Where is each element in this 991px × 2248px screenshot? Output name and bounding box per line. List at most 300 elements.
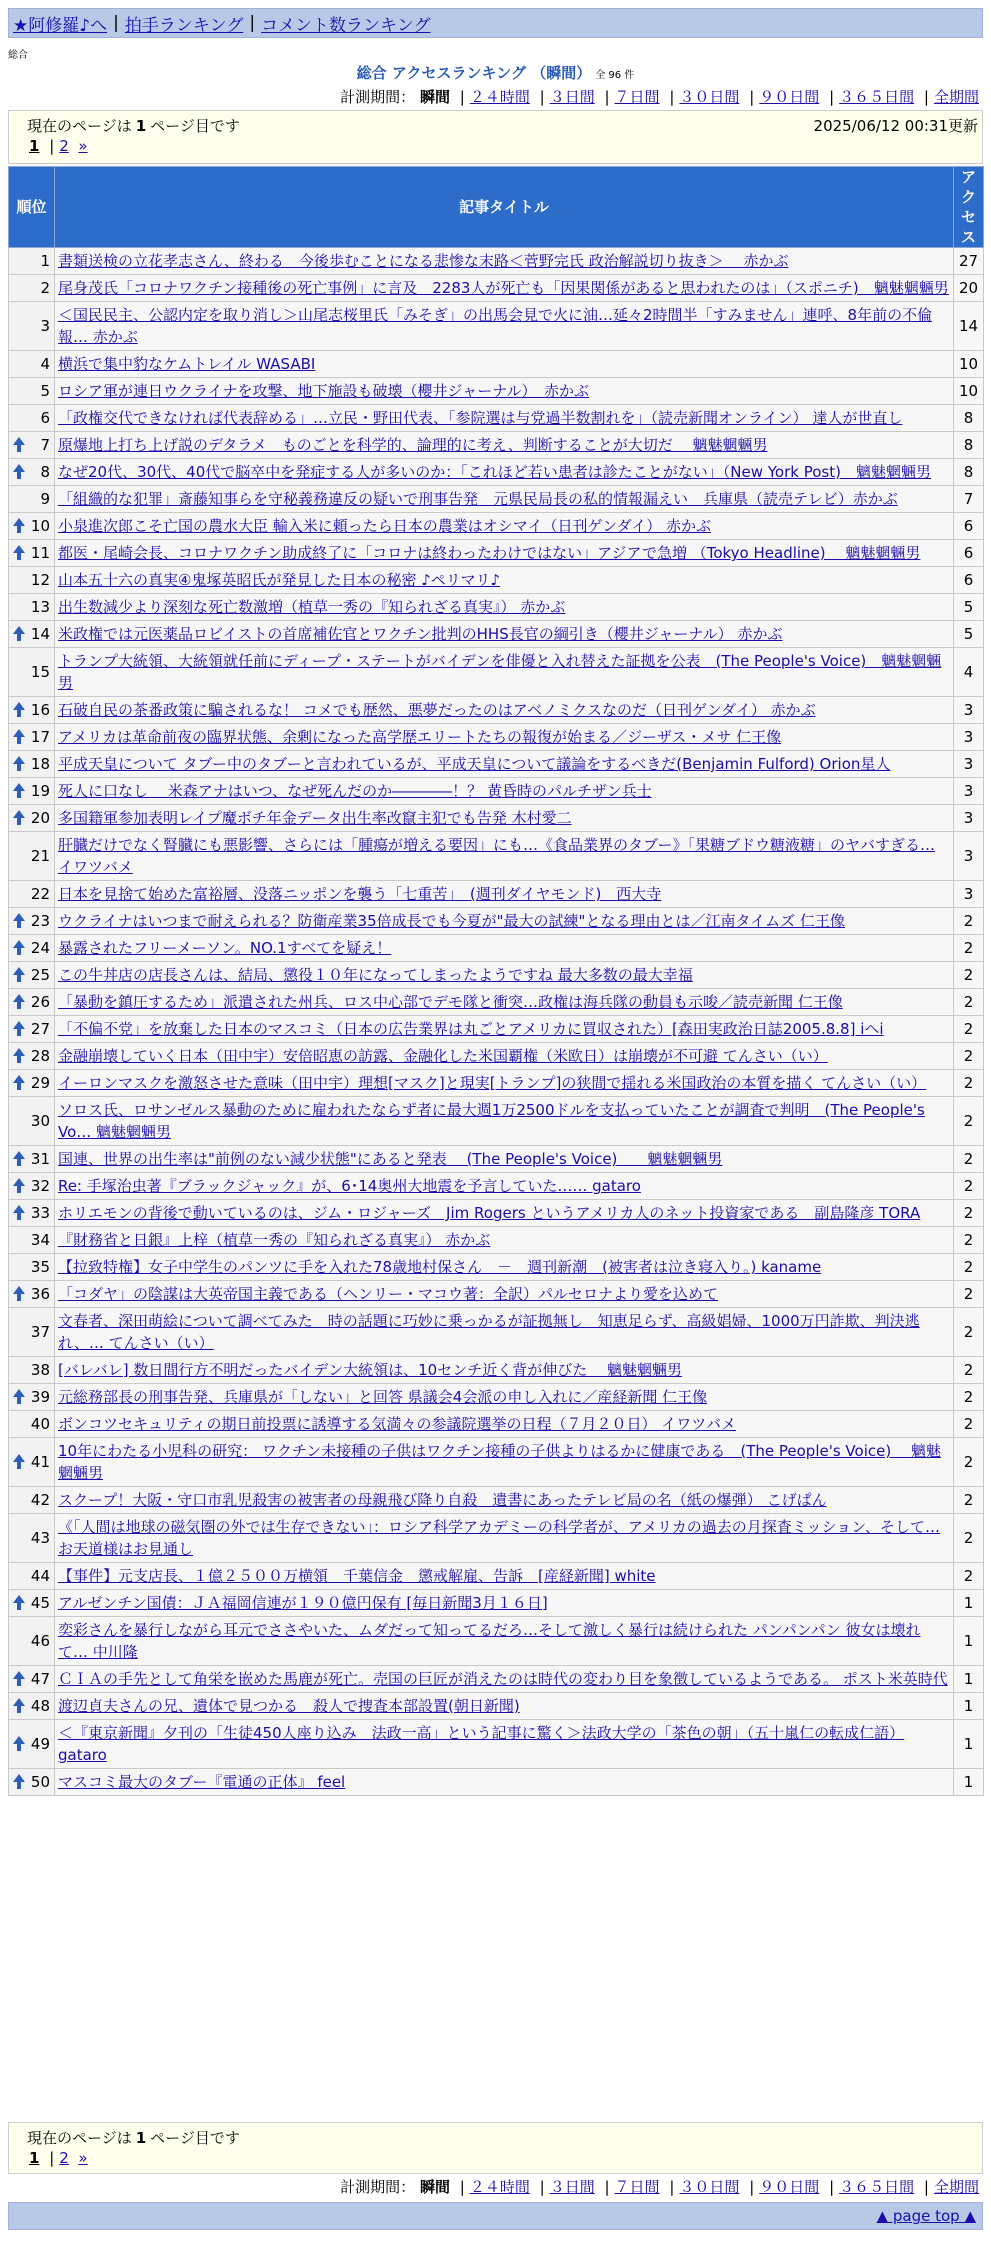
page-status bbox=[27, 115, 240, 136]
article-link[interactable]: 日本を見捨て始めた富裕層、没落ニッポンを襲う「七重苦」 (週刊ダイヤモンド) 西大寺 bbox=[58, 885, 662, 903]
table-row bbox=[9, 459, 984, 486]
period-sep: | bbox=[539, 2178, 545, 2196]
title-cell bbox=[55, 1200, 954, 1227]
pager-bottom bbox=[8, 2122, 983, 2174]
article-link[interactable]: ソロス氏、ロサンゼルス暴動のために雇われたならず者に最大週1万2500ドルを支払っていたことが調査で判明 (The People's Vo… 魑魅魍魎男 bbox=[58, 1101, 925, 1141]
rank-cell bbox=[9, 1487, 55, 1514]
rank-cell bbox=[9, 908, 55, 935]
access-count: 3 bbox=[954, 697, 984, 724]
access-count: 3 bbox=[954, 778, 984, 805]
article-link[interactable]: 奕彩さんを暴行しながら耳元でささやいた、ムダだって知ってるだろ…そして激しく暴行は続けられた パンパンパン 彼女は壊れて… 中川隆 bbox=[58, 1621, 921, 1661]
article-link[interactable]: ボンコツセキュリティの期日前投票に誘導する気満々の参議院選挙の日程（７月２０日） イワツバメ bbox=[58, 1415, 736, 1433]
rank-number: 24 bbox=[30, 939, 50, 957]
title-cell bbox=[55, 697, 954, 724]
period-3d[interactable]: ３日間 bbox=[549, 2178, 595, 2196]
table-row bbox=[9, 1281, 984, 1308]
rank-up-arrow-icon bbox=[13, 518, 25, 534]
page-links bbox=[29, 2149, 88, 2167]
rank-cell bbox=[9, 432, 55, 459]
article-link[interactable]: ロシア軍が連日ウクライナを攻撃、地下施設も破壊（櫻井ジャーナル） 赤かぶ bbox=[58, 382, 590, 400]
period-30d[interactable]: ３０日間 bbox=[679, 2178, 740, 2196]
access-count: 6 bbox=[954, 513, 984, 540]
article-link[interactable]: イーロンマスクを激怒させた意味（田中宇）理想[マスク]と現実[トランプ]の狭間で揺れる米国政治の本質を描く てんさい（い） bbox=[58, 1074, 927, 1092]
rank-cell bbox=[9, 1227, 55, 1254]
article-link[interactable]: 肝臓だけでなく腎臓にも悪影響、さらには「腫瘍が増える要因」にも…《食品業界のタブー》「果糖ブドウ糖液糖」のヤバすぎる… イワツバメ bbox=[58, 836, 936, 876]
title-cell bbox=[55, 1590, 954, 1617]
rank-number: 3 bbox=[40, 317, 50, 335]
access-count: 8 bbox=[954, 432, 984, 459]
table-row bbox=[9, 1254, 984, 1281]
article-link[interactable]: 「不偏不党」を放棄した日本のマスコミ（日本の広告業界は丸ごとアメリカに買収された）[森田実政治日誌2005.8.8] iヘi bbox=[58, 1020, 884, 1038]
article-link[interactable]: 書類送検の立花孝志さん、終わる 今後歩むことになる悲惨な末路＜菅野完氏 政治解説切り抜き＞ 赤かぶ bbox=[58, 252, 789, 270]
rank-up-arrow-icon bbox=[13, 1021, 25, 1037]
rank-number: 45 bbox=[30, 1594, 50, 1612]
access-count: 10 bbox=[954, 378, 984, 405]
rank-up-arrow-icon bbox=[13, 994, 25, 1010]
table-row bbox=[9, 248, 984, 275]
title-cell bbox=[55, 832, 954, 881]
period-90d[interactable]: ９０日間 bbox=[759, 88, 820, 106]
rank-number: 48 bbox=[30, 1697, 50, 1715]
page-title bbox=[0, 62, 991, 83]
title-cell bbox=[55, 1043, 954, 1070]
table-row bbox=[9, 540, 984, 567]
rank-up-arrow-icon bbox=[13, 729, 25, 745]
rank-number: 29 bbox=[30, 1074, 50, 1092]
footer-bar bbox=[8, 2202, 983, 2230]
title-cell bbox=[55, 881, 954, 908]
article-link[interactable]: 【拉致特権】女子中学生のパンツに手を入れた78歳地村保さん － 週刊新潮 (被害者は泣き寝入り。) kaname bbox=[58, 1258, 822, 1276]
next-page-link[interactable]: » bbox=[78, 137, 88, 155]
rank-number: 36 bbox=[30, 1285, 50, 1303]
period-30d[interactable]: ３０日間 bbox=[679, 88, 740, 106]
article-link[interactable]: 横浜で集中豹なケムトレイル WASABI bbox=[58, 355, 316, 373]
rank-number: 44 bbox=[30, 1567, 50, 1585]
article-link[interactable]: 「組織的な犯罪」斎藤知事らを守秘義務違反の疑いで刑事告発 元県民局長の私的情報漏えい 兵庫県（読売テレビ）赤かぶ bbox=[58, 490, 898, 508]
access-count: 7 bbox=[954, 486, 984, 513]
period-365d[interactable]: ３６５日間 bbox=[839, 2178, 915, 2196]
period-sep: | bbox=[669, 88, 675, 106]
period-sep: | bbox=[459, 88, 465, 106]
page-top-link[interactable]: ▲ page top ▲ bbox=[876, 2207, 976, 2225]
access-count: 2 bbox=[954, 1487, 984, 1514]
table-row bbox=[9, 778, 984, 805]
access-count: 20 bbox=[954, 275, 984, 302]
rank-cell bbox=[9, 1200, 55, 1227]
table-row bbox=[9, 567, 984, 594]
article-link[interactable]: アメリカは革命前夜の臨界状態、余剰になった高学歴エリートたちの報復が始まる／ジーザス・メサ 仁王像 bbox=[58, 728, 782, 746]
table-row bbox=[9, 1438, 984, 1487]
rank-number: 23 bbox=[30, 912, 50, 930]
rank-number: 26 bbox=[30, 993, 50, 1011]
title-cell bbox=[55, 1173, 954, 1200]
title-cell bbox=[55, 432, 954, 459]
period-7d[interactable]: ７日間 bbox=[614, 88, 660, 106]
article-link[interactable]: [バレバレ] 数日間行方不明だったバイデン大統領は、10センチ近く背が伸びた 魑魅魍魎男 bbox=[58, 1361, 682, 1379]
period-sep: | bbox=[539, 88, 545, 106]
updated-timestamp: 2025/06/12 00:31更新 bbox=[813, 117, 978, 135]
rank-cell bbox=[9, 881, 55, 908]
rank-cell bbox=[9, 989, 55, 1016]
table-row bbox=[9, 962, 984, 989]
rank-up-arrow-icon bbox=[13, 1671, 25, 1687]
rank-cell bbox=[9, 351, 55, 378]
period-sep: | bbox=[604, 2178, 610, 2196]
rank-number: 16 bbox=[30, 701, 50, 719]
article-link[interactable]: 米政権では元医薬品ロビイストの首席補佐官とワクチン批判のHHS長官の綱引き（櫻井ジャーナル） 赤かぶ bbox=[58, 625, 783, 643]
title-cell bbox=[55, 513, 954, 540]
rank-up-arrow-icon bbox=[13, 940, 25, 956]
page-sep: | bbox=[49, 2149, 55, 2167]
rank-cell bbox=[9, 1590, 55, 1617]
rank-up-arrow-icon bbox=[13, 626, 25, 642]
article-link[interactable]: 小泉進次郎こそ亡国の農水大臣 輸入米に頼ったら日本の農業はオシマイ（日刊ゲンダイ） 赤かぶ bbox=[58, 517, 712, 535]
article-link[interactable]: アルゼンチン国債：ＪＡ福岡信連が１９０億円保有 [毎日新聞3月１６日] bbox=[58, 1594, 548, 1612]
rank-up-arrow-icon bbox=[13, 967, 25, 983]
title-cell bbox=[55, 567, 954, 594]
access-count: 2 bbox=[954, 1281, 984, 1308]
rank-cell bbox=[9, 697, 55, 724]
rank-number: 5 bbox=[40, 382, 50, 400]
article-link[interactable]: ＣＩＡの手先として角栄を嵌めた馬鹿が死亡。売国の巨匠が消えたのは時代の変わり目を象徴しているようである。 ポスト米英時代 bbox=[58, 1670, 948, 1688]
rank-up-arrow-icon bbox=[13, 437, 25, 453]
rank-number: 18 bbox=[30, 755, 50, 773]
title-cell bbox=[55, 405, 954, 432]
title-cell bbox=[55, 1070, 954, 1097]
table-row bbox=[9, 275, 984, 302]
rank-number: 17 bbox=[30, 728, 50, 746]
rank-cell bbox=[9, 275, 55, 302]
table-row bbox=[9, 1308, 984, 1357]
title-cell bbox=[55, 459, 954, 486]
table-row bbox=[9, 724, 984, 751]
rank-number: 13 bbox=[30, 598, 50, 616]
header-title: 記事タイトル bbox=[55, 167, 954, 248]
rank-number: 32 bbox=[30, 1177, 50, 1195]
period-sep: | bbox=[459, 2178, 465, 2196]
period-24h[interactable]: ２４時間 bbox=[469, 2178, 530, 2196]
title-cell bbox=[55, 351, 954, 378]
article-link[interactable]: この牛丼店の店長さんは、結局、懲役１０年になってしまったようですね 最大多数の最大幸福 bbox=[58, 966, 693, 984]
rank-up-arrow-icon bbox=[13, 1286, 25, 1302]
article-link[interactable]: 原爆地上打ち上げ説のデタラメ ものごとを科学的、論理的に考え、判断することが大切だ 魑魅魍魎男 bbox=[58, 436, 768, 454]
rank-cell bbox=[9, 1357, 55, 1384]
rank-number: 42 bbox=[30, 1491, 50, 1509]
title-cell bbox=[55, 805, 954, 832]
rank-number: 39 bbox=[30, 1388, 50, 1406]
rank-number: 10 bbox=[30, 517, 50, 535]
access-count: 3 bbox=[954, 724, 984, 751]
rank-number: 25 bbox=[30, 966, 50, 984]
access-count: 1 bbox=[954, 1693, 984, 1720]
article-link[interactable]: 【事件】元支店長、１億２５００万横領 千葉信金 懲戒解雇、告訴 [産経新聞] white bbox=[58, 1567, 656, 1585]
period-all[interactable]: 全期間 bbox=[933, 2178, 979, 2196]
title-cell bbox=[55, 275, 954, 302]
rank-cell bbox=[9, 648, 55, 697]
access-count: 3 bbox=[954, 832, 984, 881]
article-link[interactable]: 「コダヤ」の陰謀は大英帝国主義である（ヘンリー・マコウ著：全訳）パルセロナより愛を込めて bbox=[58, 1285, 719, 1303]
article-link[interactable]: 山本五十六の真実④鬼塚英昭氏が発見した日本の秘密 ♪ペリマリ♪ bbox=[58, 571, 501, 589]
article-link[interactable]: 金融崩壊していく日本（田中宇）安倍昭恵の訪露、金融化した米国覇権（米欧日）は崩壊が不可避 てんさい（い） bbox=[58, 1047, 828, 1065]
article-link[interactable]: 暴露されたフリーメーソン。NO.1すべてを疑え！ bbox=[58, 939, 392, 957]
article-link[interactable]: 10年にわたる小児科の研究： ワクチン未接種の子供はワクチン接種の子供よりはるかに健康である (The People's Voice) 魑魅魍魎男 bbox=[58, 1442, 941, 1482]
article-link[interactable]: 石破自民の茶番政策に騙されるな！ コメでも歴然、悪夢だったのはアベノミクスなのだ（日刊ゲンダイ） 赤かぶ bbox=[58, 701, 816, 719]
table-row bbox=[9, 1146, 984, 1173]
article-link[interactable]: 渡辺貞夫さんの兄、遺体で見つかる 殺人で捜査本部設置(朝日新聞) bbox=[58, 1697, 520, 1715]
rank-up-arrow-icon bbox=[13, 464, 25, 480]
top-nav-bar bbox=[8, 8, 983, 38]
rank-up-arrow-icon bbox=[13, 1595, 25, 1611]
rank-number: 21 bbox=[30, 847, 50, 865]
table-row bbox=[9, 405, 984, 432]
article-link[interactable]: ＜『東京新聞』夕刊の「生徒450人座り込み 法政一高」という記事に驚く＞法政大学の「茶色の朝」（五十嵐仁の転成仁語） gataro bbox=[58, 1724, 905, 1764]
rank-number: 11 bbox=[30, 544, 50, 562]
page-2-link[interactable]: 2 bbox=[59, 2149, 69, 2167]
table-row bbox=[9, 989, 984, 1016]
period-sep: | bbox=[749, 2178, 755, 2196]
access-count: 8 bbox=[954, 405, 984, 432]
article-link[interactable]: ＜国民民主、公認内定を取り消し＞山尾志桜里氏「みそぎ」の出馬会見で火に油…延々2時間半「すみません」連呼、8年前の不倫報… 赤かぶ bbox=[58, 306, 933, 346]
period-90d[interactable]: ９０日間 bbox=[759, 2178, 820, 2196]
page-status-pre: 現在のページは bbox=[27, 2129, 132, 2147]
article-link[interactable]: 《「人間は地球の磁気圏の外では生存できない」：ロシア科学アカデミーの科学者が、アメリカの過去の月探査ミッション、そして… お天道様はお見通し bbox=[58, 1518, 941, 1558]
table-row bbox=[9, 805, 984, 832]
access-count: 4 bbox=[954, 648, 984, 697]
rank-cell bbox=[9, 1308, 55, 1357]
clap-ranking-link[interactable]: 拍手ランキング bbox=[124, 15, 244, 36]
period-sep: | bbox=[669, 2178, 675, 2196]
title-cell bbox=[55, 989, 954, 1016]
rank-number: 40 bbox=[30, 1415, 50, 1433]
access-count: 2 bbox=[954, 935, 984, 962]
rank-cell bbox=[9, 751, 55, 778]
title-cell bbox=[55, 962, 954, 989]
article-link[interactable]: 「暴動を鎮圧するため」派遣された州兵、ロス中心部でデモ隊と衝突…政権は海兵隊の動員も示唆／読売新聞 仁王像 bbox=[58, 993, 843, 1011]
title-cell bbox=[55, 1308, 954, 1357]
article-link[interactable]: スクープ！大阪・守口市乳児殺害の被害者の母親飛び降り自殺 遺書にあったテレビ局の名（紙の爆弾） こげぱん bbox=[58, 1491, 827, 1509]
table-row bbox=[9, 1769, 984, 1796]
access-count: 2 bbox=[954, 1514, 984, 1563]
rank-cell bbox=[9, 1438, 55, 1487]
article-link[interactable]: ウクライナはいつまで耐えられる？防衛産業35倍成長でも今夏が"最大の試練"となる理由とは／江南タイムズ 仁王像 bbox=[58, 912, 845, 930]
access-count: 1 bbox=[954, 1590, 984, 1617]
title-cell bbox=[55, 486, 954, 513]
access-count: 2 bbox=[954, 1043, 984, 1070]
page-sep: | bbox=[49, 137, 55, 155]
comment-ranking-link[interactable]: コメント数ランキング bbox=[261, 15, 431, 36]
page-1-current: 1 bbox=[29, 2149, 40, 2167]
rank-number: 1 bbox=[40, 252, 50, 270]
table-row bbox=[9, 648, 984, 697]
access-count: 6 bbox=[954, 540, 984, 567]
access-count: 14 bbox=[954, 302, 984, 351]
title-cell bbox=[55, 621, 954, 648]
rank-cell bbox=[9, 724, 55, 751]
article-link[interactable]: 「政権交代できなければ代表辞める」…立民・野田代表、「参院選は与党過半数割れを」（読売新聞オンライン） 達人が世直し bbox=[58, 409, 903, 427]
nav-separator: | bbox=[249, 13, 256, 33]
table-row bbox=[9, 432, 984, 459]
article-link[interactable]: 出生数減少より深刻な死亡数激増（植草一秀の『知られざる真実』） 赤かぶ bbox=[58, 598, 566, 616]
access-count: 2 bbox=[954, 908, 984, 935]
table-row bbox=[9, 1357, 984, 1384]
rank-cell bbox=[9, 405, 55, 432]
rank-cell bbox=[9, 1016, 55, 1043]
rank-cell bbox=[9, 248, 55, 275]
page-1-current: 1 bbox=[29, 137, 40, 155]
access-count: 1 bbox=[954, 1769, 984, 1796]
rank-number: 20 bbox=[30, 809, 50, 827]
title-cell bbox=[55, 1254, 954, 1281]
home-link[interactable]: ★阿修羅♪へ bbox=[13, 15, 108, 36]
period-current: 瞬間 bbox=[419, 88, 450, 106]
title-cell bbox=[55, 248, 954, 275]
rank-cell bbox=[9, 513, 55, 540]
title-cell bbox=[55, 1281, 954, 1308]
access-count: 10 bbox=[954, 351, 984, 378]
rank-cell bbox=[9, 540, 55, 567]
rank-up-arrow-icon bbox=[13, 1075, 25, 1091]
rank-cell bbox=[9, 1070, 55, 1097]
table-row bbox=[9, 621, 984, 648]
rank-number: 38 bbox=[30, 1361, 50, 1379]
article-link[interactable]: 国連、世界の出生率は"前例のない減少状態"にあると発表 (The People's Voice) 魑魅魍魎男 bbox=[58, 1150, 723, 1168]
title-cell bbox=[55, 1487, 954, 1514]
title-cell bbox=[55, 724, 954, 751]
rank-up-arrow-icon bbox=[13, 913, 25, 929]
access-count: 2 bbox=[954, 1384, 984, 1411]
rank-number: 7 bbox=[40, 436, 50, 454]
access-count: 1 bbox=[954, 1666, 984, 1693]
access-count: 2 bbox=[954, 1016, 984, 1043]
period-all[interactable]: 全期間 bbox=[933, 88, 979, 106]
title-cell bbox=[55, 1666, 954, 1693]
table-row bbox=[9, 1070, 984, 1097]
rank-cell bbox=[9, 302, 55, 351]
rank-up-arrow-icon bbox=[13, 1736, 25, 1752]
access-count: 5 bbox=[954, 594, 984, 621]
article-link[interactable]: 多国籍軍参加表明レイプ魔ボチ年金データ出生率改竄主犯でも告発 木村愛二 bbox=[58, 809, 572, 827]
rank-cell bbox=[9, 935, 55, 962]
title-cell bbox=[55, 1384, 954, 1411]
rank-number: 49 bbox=[30, 1735, 50, 1753]
article-link[interactable]: 尾身茂氏「コロナワクチン接種後の死亡事例」に言及 2283人が死亡も「因果関係があると思われたのは」（スポニチ) 魑魅魍魎男 bbox=[58, 279, 949, 297]
article-link[interactable]: 平成天皇について タブー中のタブーと言われているが、平成天皇について議論をするべきだ(Benjamin Fulford) Orion星人 bbox=[58, 755, 891, 773]
rank-number: 30 bbox=[30, 1112, 50, 1130]
rank-up-arrow-icon bbox=[13, 810, 25, 826]
title-cell bbox=[55, 935, 954, 962]
period-selector-top bbox=[340, 86, 979, 107]
rank-up-arrow-icon bbox=[13, 1454, 25, 1470]
access-count: 2 bbox=[954, 1563, 984, 1590]
page-2-link[interactable]: 2 bbox=[59, 137, 69, 155]
period-sep: | bbox=[923, 2178, 929, 2196]
table-row bbox=[9, 1200, 984, 1227]
table-row bbox=[9, 302, 984, 351]
rank-cell bbox=[9, 486, 55, 513]
rank-cell bbox=[9, 1384, 55, 1411]
access-count: 2 bbox=[954, 1097, 984, 1146]
table-row bbox=[9, 1514, 984, 1563]
table-row bbox=[9, 1666, 984, 1693]
rank-up-arrow-icon bbox=[13, 1774, 25, 1790]
article-link[interactable]: 死人に口なし 米森アナはいつ、なぜ死んだのか――――！？ 黄昏時のパルチザン兵士 bbox=[58, 782, 652, 800]
rank-cell bbox=[9, 1043, 55, 1070]
rank-cell bbox=[9, 621, 55, 648]
access-count: 2 bbox=[954, 1173, 984, 1200]
title-cell bbox=[55, 594, 954, 621]
title-cell bbox=[55, 1563, 954, 1590]
table-row bbox=[9, 1487, 984, 1514]
rank-number: 12 bbox=[30, 571, 50, 589]
access-count: 3 bbox=[954, 751, 984, 778]
article-link[interactable]: ホリエモンの背後で動いているのは、ジム・ロジャーズ Jim Rogers というアメリカ人のネット投資家である 副島隆彦 TORA bbox=[58, 1204, 921, 1222]
ranking-table bbox=[8, 166, 984, 1796]
title-cell bbox=[55, 908, 954, 935]
access-count: 3 bbox=[954, 805, 984, 832]
rank-number: 47 bbox=[30, 1670, 50, 1688]
access-count: 2 bbox=[954, 1227, 984, 1254]
table-row bbox=[9, 751, 984, 778]
period-7d[interactable]: ７日間 bbox=[614, 2178, 660, 2196]
title-cell bbox=[55, 302, 954, 351]
article-link[interactable]: 『財務省と日銀』上梓（植草一秀の『知られざる真実』） 赤かぶ bbox=[58, 1231, 491, 1249]
title-cell bbox=[55, 1720, 954, 1769]
period-3d[interactable]: ３日間 bbox=[549, 88, 595, 106]
access-count: 2 bbox=[954, 989, 984, 1016]
table-row bbox=[9, 935, 984, 962]
access-count: 3 bbox=[954, 881, 984, 908]
rank-cell bbox=[9, 1617, 55, 1666]
page-status bbox=[27, 2127, 240, 2148]
title-cell bbox=[55, 1097, 954, 1146]
article-link[interactable]: Re: 手塚治虫著『ブラックジャック』が、6･14奥州大地震を予言していた…… gataro bbox=[58, 1177, 641, 1195]
table-row bbox=[9, 1227, 984, 1254]
rank-number: 4 bbox=[40, 355, 50, 373]
period-365d[interactable]: ３６５日間 bbox=[839, 88, 915, 106]
period-current: 瞬間 bbox=[419, 2178, 450, 2196]
article-link[interactable]: マスコミ最大のタブー『電通の正体』 feel bbox=[58, 1773, 346, 1791]
article-link[interactable]: 都医・尾崎会長、コロナワクチン助成終了に「コロナは終わったわけではない」アジアで急増 （Tokyo Headline) 魑魅魍魎男 bbox=[58, 544, 921, 562]
table-row bbox=[9, 1563, 984, 1590]
rank-cell bbox=[9, 459, 55, 486]
access-count: 2 bbox=[954, 962, 984, 989]
rank-cell bbox=[9, 1693, 55, 1720]
period-24h[interactable]: ２４時間 bbox=[469, 88, 530, 106]
title-cell bbox=[55, 648, 954, 697]
rank-up-arrow-icon bbox=[13, 756, 25, 772]
rank-number: 6 bbox=[40, 409, 50, 427]
access-count: 2 bbox=[954, 1254, 984, 1281]
access-count: 2 bbox=[954, 1200, 984, 1227]
article-link[interactable]: トランプ大統領、大統領就任前にディープ・ステートがバイデンを俳優と入れ替えた証拠を公表 (The People's Voice) 魑魅魍魎男 bbox=[58, 652, 942, 692]
article-link[interactable]: なぜ20代、30代、40代で脳卒中を発症する人が多いのか：「これほど若い患者は診たことがない」（New York Post) 魑魅魍魎男 bbox=[58, 463, 931, 481]
rank-up-arrow-icon bbox=[13, 1048, 25, 1064]
rank-number: 50 bbox=[30, 1773, 50, 1791]
article-link[interactable]: 元総務部長の刑事告発、兵庫県が「しない」と回答 県議会4会派の申し入れに／産経新聞 仁王像 bbox=[58, 1388, 708, 1406]
page-status-post: ページ目です bbox=[150, 2129, 240, 2147]
title-cell bbox=[55, 1357, 954, 1384]
table-row bbox=[9, 513, 984, 540]
rank-up-arrow-icon bbox=[13, 1151, 25, 1167]
article-link[interactable]: 文春者、深田萌絵について調べてみた 時の話題に巧妙に乗っかるが証拠無し 知恵足らず、高級娼婦、1000万円詐欺、判決逃れ、… てんさい（い） bbox=[58, 1312, 920, 1352]
title-cell bbox=[55, 1438, 954, 1487]
period-sep: | bbox=[829, 2178, 835, 2196]
next-page-link[interactable]: » bbox=[78, 2149, 88, 2167]
rank-number: 34 bbox=[30, 1231, 50, 1249]
table-row bbox=[9, 1720, 984, 1769]
access-count: 2 bbox=[954, 1308, 984, 1357]
access-count: 1 bbox=[954, 1617, 984, 1666]
